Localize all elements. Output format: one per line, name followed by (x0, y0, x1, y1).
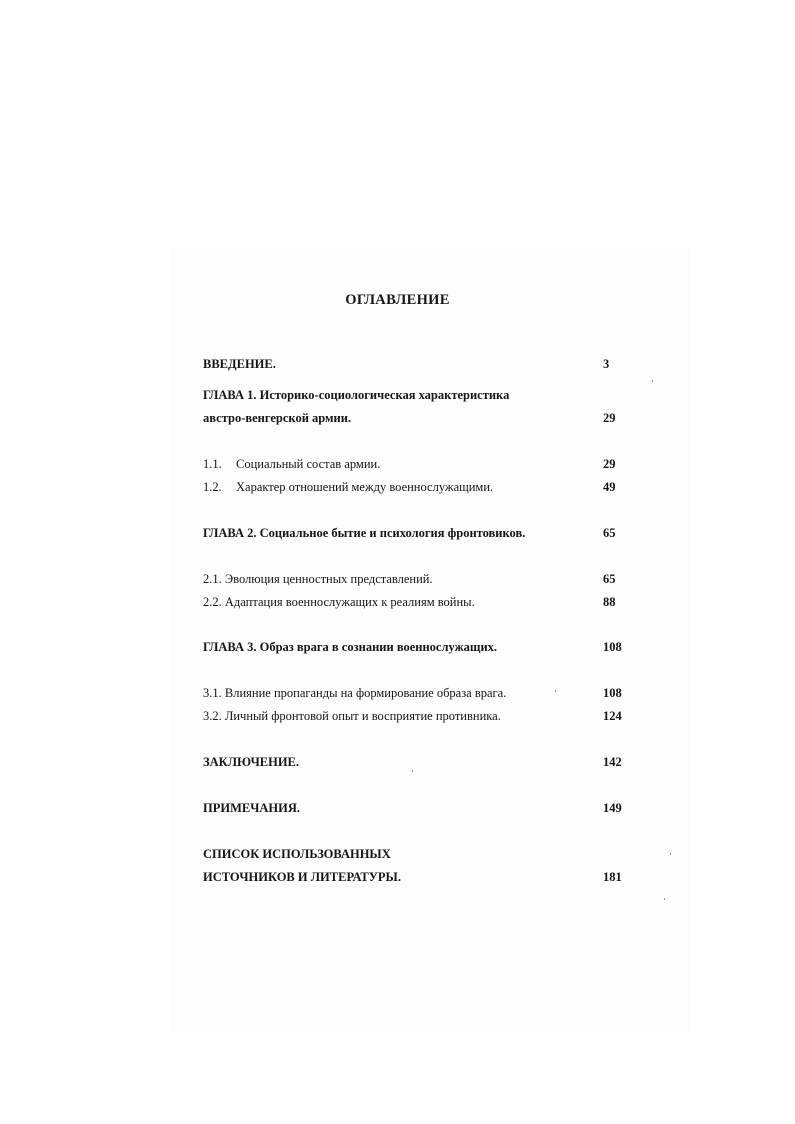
toc-page-section-1-1: 29 (603, 457, 616, 471)
scan-speck (652, 380, 653, 382)
scan-speck (412, 770, 413, 772)
toc-entry-section-3-2: 3.2. Личный фронтовой опыт и восприятие противника. (203, 709, 501, 723)
toc-page-conclusion: 142 (603, 755, 622, 769)
toc-entry-section-3-1: 3.1. Влияние пропаганды на формирование образа врага. (203, 686, 507, 700)
toc-entry-section-2-2: 2.2. Адаптация военнослужащих к реалиям войны. (203, 595, 475, 609)
section-title: Социальный состав армии. (236, 457, 381, 471)
toc-page-introduction: 3 (603, 357, 610, 371)
toc-heading: ОГЛАВЛЕНИЕ (345, 292, 450, 308)
toc-page-chapter-2: 65 (603, 526, 616, 540)
toc-entry-section-1-1 (203, 456, 380, 472)
toc-entry-chapter-1-line-1: ГЛАВА 1. Историко-социологическая характеристика (203, 388, 510, 402)
toc-page-chapter-1: 29 (603, 411, 616, 425)
toc-page-section-3-2: 124 (603, 709, 622, 723)
toc-page-notes: 149 (603, 801, 622, 815)
toc-entry-bibliography-line-2: ИСТОЧНИКОВ И ЛИТЕРАТУРЫ. (203, 870, 401, 884)
section-title: Характер отношений между военнослужащими. (236, 480, 494, 494)
toc-entry-introduction: ВВЕДЕНИЕ. (203, 357, 276, 371)
section-number: 1.2. (203, 480, 222, 494)
toc-entry-notes: ПРИМЕЧАНИЯ. (203, 801, 301, 815)
toc-entry-conclusion: ЗАКЛЮЧЕНИЕ. (203, 755, 300, 769)
scan-speck (664, 898, 665, 900)
toc-entry-chapter-1-line-2: австро-венгерской армии. (203, 411, 352, 425)
toc-entry-bibliography-line-1: СПИСОК ИСПОЛЬЗОВАННЫХ (203, 847, 391, 861)
toc-entry-chapter-2: ГЛАВА 2. Социальное бытие и психология фронтовиков. (203, 526, 526, 540)
scan-speck (670, 853, 671, 855)
toc-page-bibliography: 181 (603, 870, 622, 884)
section-number: 1.1. (203, 457, 222, 471)
toc-page-section-3-1: 108 (603, 686, 622, 700)
toc-page-section-1-2: 49 (603, 480, 616, 494)
toc-entry-section-2-1: 2.1. Эволюция ценностных представлений. (203, 572, 433, 586)
toc-page-section-2-1: 65 (603, 572, 616, 586)
toc-entry-section-1-2 (203, 479, 493, 495)
toc-page-chapter-3: 108 (603, 640, 622, 654)
scan-speck (555, 690, 556, 692)
toc-entry-chapter-3: ГЛАВА 3. Образ врага в сознании военнослужащих. (203, 640, 498, 654)
toc-page-section-2-2: 88 (603, 595, 616, 609)
